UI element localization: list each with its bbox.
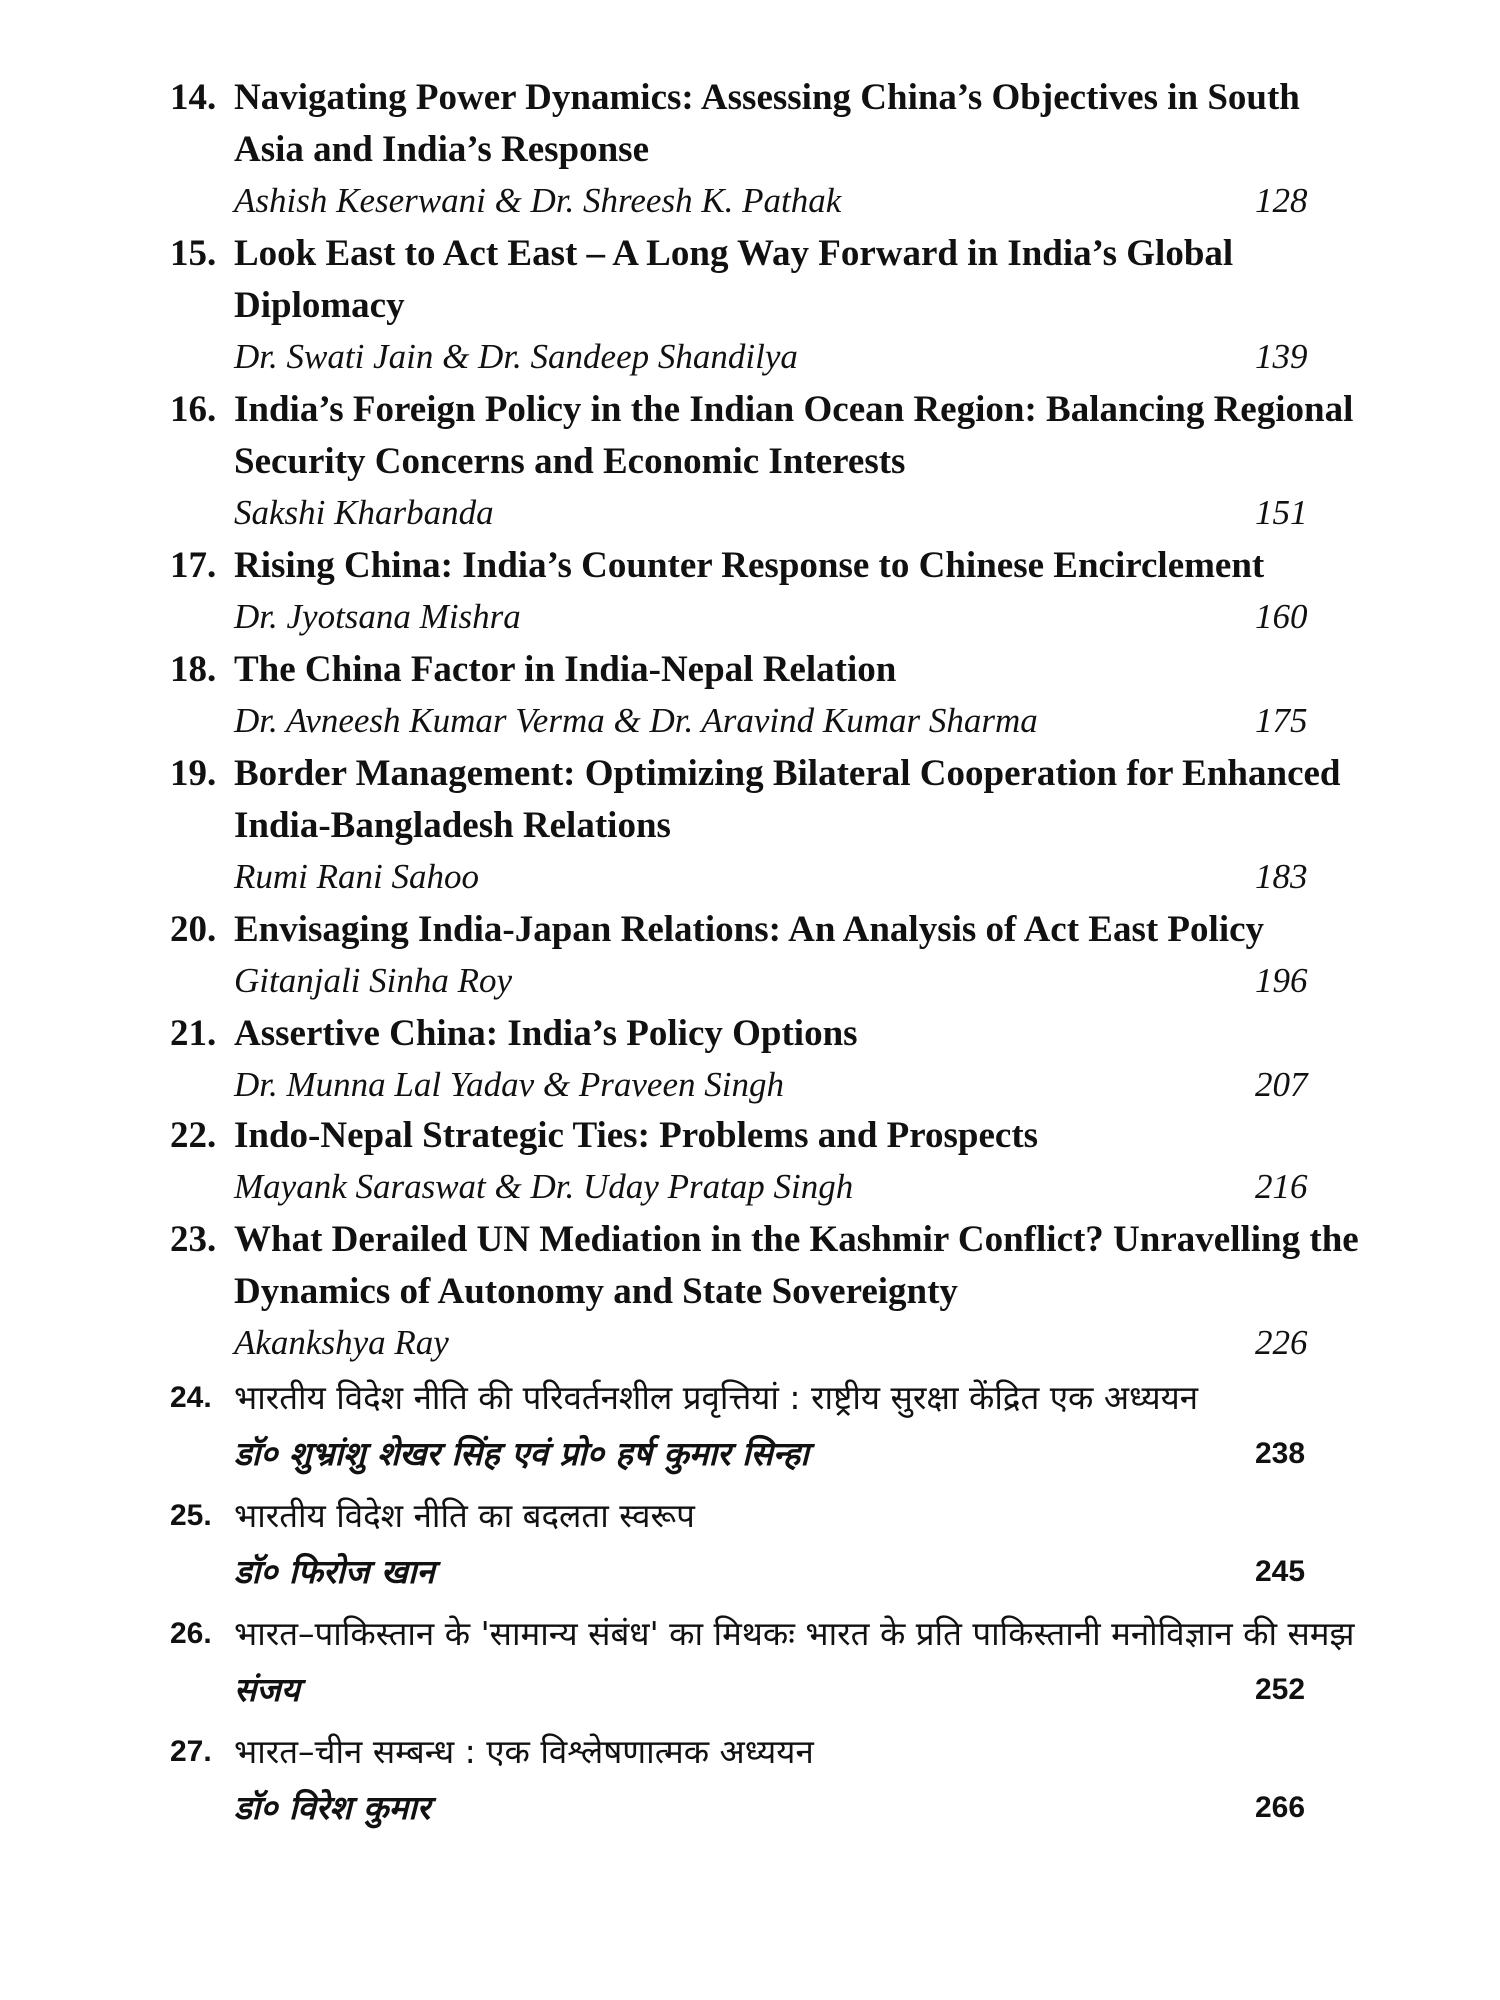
toc-entry-23	[0, 1214, 1500, 1368]
toc-entry-number: 17.	[170, 545, 217, 586]
toc-entry-page-number: 238	[1255, 1437, 1306, 1470]
toc-entry-number: 16.	[170, 389, 217, 430]
toc-entry-page-number: 207	[1255, 1065, 1308, 1104]
toc-entry-title-row	[0, 1606, 1500, 1662]
toc-entry-number: 22.	[170, 1115, 217, 1156]
toc-entry-number: 23.	[170, 1219, 217, 1260]
toc-entry-title: भारत–पाकिस्तान के 'सामान्य संबंध' का मिथकः भारत के प्रति पाकिस्तानी मनोविज्ञान की समझ	[234, 1614, 1355, 1653]
toc-entry-authors: Dr. Avneesh Kumar Verma & Dr. Aravind Kumar Sharma	[234, 701, 1038, 740]
toc-entry-author-row	[0, 852, 1500, 902]
toc-entry-authors: Dr. Jyotsana Mishra	[234, 597, 521, 636]
toc-entry-authors: Rumi Rani Sahoo	[234, 857, 479, 896]
toc-entry-title-row	[0, 540, 1500, 592]
toc-entry-title: What Derailed UN Mediation in the Kashmir Conflict? Unravelling the Dynamics of Autonomy and State Sovereignty	[234, 1219, 1359, 1312]
toc-entry-authors: Sakshi Kharbanda	[234, 493, 494, 532]
toc-entry-14	[0, 72, 1500, 226]
toc-entry-27	[0, 1724, 1500, 1836]
toc-entry-title: India’s Foreign Policy in the Indian Ocean Region: Balancing Regional Security Concerns and Economic Interests	[234, 389, 1354, 482]
toc-entry-author-row	[0, 488, 1500, 538]
toc-entry-page-number: 226	[1255, 1323, 1308, 1362]
toc-entry-title-row	[0, 1008, 1500, 1060]
toc-entry-title-row	[0, 1110, 1500, 1162]
toc-entry-author-row	[0, 1318, 1500, 1368]
toc-entry-author-row	[0, 1162, 1500, 1212]
toc-entry-page-number: 252	[1255, 1673, 1306, 1706]
toc-entry-authors: डॉ० फिरोज खान	[234, 1552, 435, 1591]
toc-entry-24	[0, 1370, 1500, 1482]
toc-entry-title: Navigating Power Dynamics: Assessing China’s Objectives in South Asia and India’s Response	[234, 77, 1300, 170]
toc-entry-18	[0, 644, 1500, 746]
toc-entry-author-row	[0, 332, 1500, 382]
toc-entry-authors: Mayank Saraswat & Dr. Uday Pratap Singh	[234, 1167, 854, 1206]
toc-entry-title: Look East to Act East – A Long Way Forward in India’s Global Diplomacy	[234, 233, 1234, 326]
toc-entry-number: 15.	[170, 233, 217, 274]
toc-entry-page-number: 128	[1255, 181, 1308, 220]
toc-entry-authors: डॉ० शुभ्रांशु शेखर सिंह एवं प्रो० हर्ष कुमार सिन्हा	[234, 1434, 809, 1473]
toc-entry-page-number: 183	[1255, 857, 1308, 896]
toc-entry-page-number: 216	[1255, 1167, 1308, 1206]
toc-entry-22	[0, 1110, 1500, 1212]
toc-entry-17	[0, 540, 1500, 642]
toc-entry-title-row	[0, 72, 1500, 176]
toc-entry-title: Border Management: Optimizing Bilateral Cooperation for Enhanced India-Bangladesh Relations	[234, 753, 1341, 846]
toc-entry-title-row	[0, 228, 1500, 332]
toc-entry-author-row	[0, 1426, 1500, 1482]
toc-entry-page-number: 175	[1255, 701, 1308, 740]
toc-entry-title: The China Factor in India-Nepal Relation	[234, 649, 897, 690]
toc-entry-title: Indo-Nepal Strategic Ties: Problems and Prospects	[234, 1115, 1039, 1156]
toc-entry-25	[0, 1488, 1500, 1600]
toc-entry-number: 27.	[170, 1735, 212, 1768]
toc-entry-authors: Dr. Munna Lal Yadav & Praveen Singh	[234, 1065, 784, 1104]
toc-entry-title-row	[0, 1214, 1500, 1318]
toc-entry-title: Envisaging India-Japan Relations: An Analysis of Act East Policy	[234, 909, 1265, 950]
toc-entry-authors: Dr. Swati Jain & Dr. Sandeep Shandilya	[234, 337, 798, 376]
toc-entry-number: 21.	[170, 1013, 217, 1054]
toc-entry-19	[0, 748, 1500, 902]
toc-entry-number: 25.	[170, 1499, 212, 1532]
toc-entry-author-row	[0, 1780, 1500, 1836]
toc-entry-page-number: 160	[1255, 597, 1308, 636]
toc-entry-author-row	[0, 176, 1500, 226]
toc-entry-title: भारतीय विदेश नीति की परिवर्तनशील प्रवृत्तियां : राष्ट्रीय सुरक्षा केंद्रित एक अध्ययन	[234, 1378, 1199, 1417]
toc-entry-authors: Ashish Keserwani & Dr. Shreesh K. Pathak	[234, 181, 842, 220]
toc-entry-authors: Gitanjali Sinha Roy	[234, 961, 513, 1000]
toc-entry-26	[0, 1606, 1500, 1718]
toc-entry-author-row	[0, 1662, 1500, 1718]
toc-entry-number: 26.	[170, 1617, 212, 1650]
toc-entry-page-number: 151	[1255, 493, 1308, 532]
toc-entry-authors: संजय	[234, 1670, 300, 1709]
toc-entry-page-number: 266	[1255, 1791, 1306, 1824]
toc-entry-title: Assertive China: India’s Policy Options	[234, 1013, 858, 1054]
toc-entry-authors: Akankshya Ray	[234, 1323, 449, 1362]
toc-entry-title: भारत–चीन सम्बन्ध : एक विश्लेषणात्मक अध्ययन	[234, 1732, 814, 1771]
toc-entry-number: 14.	[170, 77, 217, 118]
toc-entry-15	[0, 228, 1500, 382]
toc-entry-author-row	[0, 1544, 1500, 1600]
toc-entry-16	[0, 384, 1500, 538]
toc-entry-21	[0, 1008, 1500, 1110]
toc-entry-number: 20.	[170, 909, 217, 950]
toc-entry-page-number: 196	[1255, 961, 1308, 1000]
toc-entry-title: Rising China: India’s Counter Response to Chinese Encirclement	[234, 545, 1265, 586]
toc-entry-title-row	[0, 1724, 1500, 1780]
toc-entry-authors: डॉ० विरेश कुमार	[234, 1788, 431, 1827]
toc-entry-page-number: 245	[1255, 1555, 1306, 1588]
toc-entry-author-row	[0, 956, 1500, 1006]
toc-entry-title-row	[0, 384, 1500, 488]
toc-entry-number: 24.	[170, 1381, 212, 1414]
toc-entry-number: 19.	[170, 753, 217, 794]
toc-entry-title-row	[0, 748, 1500, 852]
toc-entry-20	[0, 904, 1500, 1006]
toc-entry-title-row	[0, 1370, 1500, 1426]
toc-entry-title-row	[0, 1488, 1500, 1544]
toc-entry-title: भारतीय विदेश नीति का बदलता स्वरूप	[234, 1496, 695, 1535]
toc-entry-title-row	[0, 644, 1500, 696]
toc-entry-author-row	[0, 696, 1500, 746]
toc-entry-title-row	[0, 904, 1500, 956]
toc-entry-author-row	[0, 1060, 1500, 1110]
toc-entry-page-number: 139	[1255, 337, 1308, 376]
toc-entry-author-row	[0, 592, 1500, 642]
toc-entry-number: 18.	[170, 649, 217, 690]
